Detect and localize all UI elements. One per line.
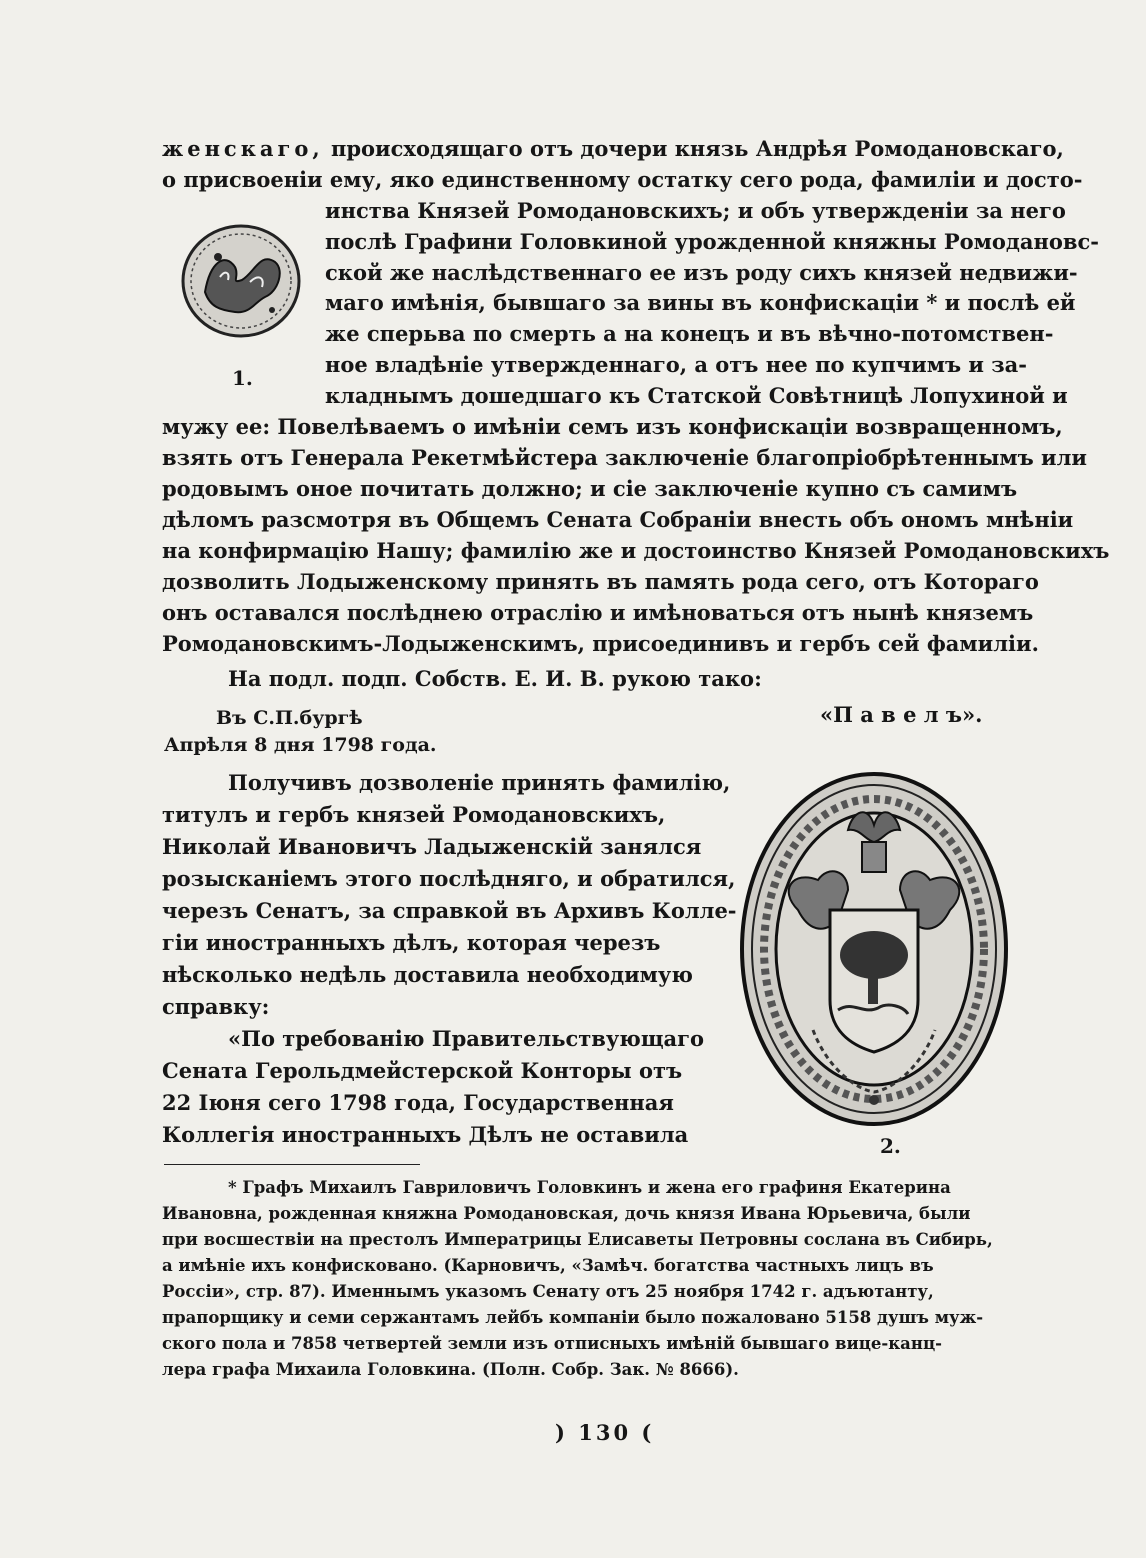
text-line: маго имѣнія, бывшаго за вины въ конфискаціи * и послѣ ей <box>325 290 1076 315</box>
signature: «П а в е л ъ». <box>820 702 983 727</box>
text-line: инства Князей Ромодановскихъ; и объ утвержденіи за него <box>325 198 1066 223</box>
column-line: 22 Іюня сего 1798 года, Государственная <box>162 1090 674 1115</box>
page-number: ) 130 ( <box>555 1420 655 1445</box>
coin-figure <box>180 222 302 340</box>
column-line: титулъ и гербъ князей Ромодановскихъ, <box>162 802 666 827</box>
column-line: «По требованію Правительствующаго <box>228 1026 705 1051</box>
text-line: Ромодановскимъ-Лодыженскимъ, присоединивъ и гербъ сей фамиліи. <box>162 631 1039 656</box>
text-line: взять отъ Генерала Рекетмѣйстера заключеніе благопріобрѣтеннымъ или <box>162 445 1088 470</box>
column-line: гіи иностранныхъ дѣлъ, которая черезъ <box>162 930 661 955</box>
column-line: розысканіемъ этого послѣдняго, и обратился, <box>162 866 736 891</box>
text-line: на конфирмацію Нашу; фамилію же и достоинство Князей Ромодановскихъ <box>162 538 1110 563</box>
column-line: черезъ Сенатъ, за справкой въ Архивъ Колле- <box>162 898 737 923</box>
text-line-rest: происходящаго отъ дочери князь Андрѣя Ромодановскаго, <box>331 136 1064 161</box>
column-line: Николай Ивановичъ Ладыженскій занялся <box>162 834 702 859</box>
text-line: о присвоеніи ему, яко единственному остатку сего рода, фамиліи и досто- <box>162 167 1083 192</box>
date-line: Апрѣля 8 дня 1798 года. <box>164 734 437 756</box>
text-line: кладнымъ дошедшаго къ Статской Совѣтницѣ Лопухиной и <box>325 383 1068 408</box>
text-line: послѣ Графини Головкиной урожденной княжны Ромодановс- <box>325 229 1099 254</box>
footnote-line: лера графа Михаила Головкина. (Полн. Собр. Зак. № 8666). <box>162 1360 739 1379</box>
seal-figure <box>738 770 1010 1128</box>
text-line: родовымъ оное почитать должно; и сіе заключеніе купно съ самимъ <box>162 476 1018 501</box>
text-line: дѣломъ разсмотря въ Общемъ Сената Собраніи внесть объ ономъ мнѣніи <box>162 507 1074 532</box>
footnote-line: прапорщику и семи сержантамъ лейбъ компаніи было пожаловано 5158 душъ муж- <box>162 1308 984 1327</box>
text-line: онъ оставался послѣднею отраслію и имѣноваться отъ нынѣ княземъ <box>162 600 1034 625</box>
text-line-emph: женскаго, <box>162 136 324 161</box>
column-line: Получивъ дозволеніе принять фамилію, <box>228 770 731 795</box>
column-line: нѣсколько недѣль доставила необходимую <box>162 962 693 987</box>
figure-1-caption: 1. <box>232 366 253 390</box>
footnote-line: а имѣніе ихъ конфисковано. (Карновичъ, «Замѣч. богатства частныхъ лицъ въ <box>162 1256 934 1275</box>
text-line: ное владѣніе утвержденнаго, а отъ нее по купчимъ и за- <box>325 352 1027 377</box>
text-line: мужу ее: Повелѣваемъ о имѣніи семъ изъ конфискаціи возвращенномъ, <box>162 414 1063 439</box>
footnote-rule <box>164 1164 420 1165</box>
signature-note: На подл. подп. Собств. Е. И. В. рукою тако: <box>228 666 762 691</box>
footnote-line: при восшествіи на престолъ Императрицы Елисаветы Петровны сослана въ Сибирь, <box>162 1230 993 1249</box>
column-line: справку: <box>162 994 270 1019</box>
text-line <box>162 134 1064 164</box>
text-line: ской же наслѣдственнаго ее изъ роду сихъ князей недвижи- <box>325 260 1078 285</box>
text-line: же сперьва по смерть а на конецъ и въ вѣчно-потомствен- <box>325 321 1054 346</box>
column-line: Сената Герольдмейстерской Конторы отъ <box>162 1058 683 1083</box>
footnote-line: ского пола и 7858 четвертей земли изъ отписныхъ имѣній бывшаго вице-канц- <box>162 1334 942 1353</box>
column-line: Коллегія иностранныхъ Дѣлъ не оставила <box>162 1122 689 1147</box>
text-line: дозволить Лодыженскому принять въ память рода сего, отъ Котораго <box>162 569 1039 594</box>
place-line: Въ С.П.бургѣ <box>216 707 363 729</box>
footnote-line: Россіи», стр. 87). Именнымъ указомъ Сенату отъ 25 ноября 1742 г. адъютанту, <box>162 1282 934 1301</box>
footnote-line: Ивановна, рожденная княжна Ромодановская, дочь князя Ивана Юрьевича, были <box>162 1204 971 1223</box>
figure-2-caption: 2. <box>880 1134 901 1158</box>
footnote-line: * Графъ Михаилъ Гавриловичъ Головкинъ и жена его графиня Екатерина <box>228 1178 951 1197</box>
